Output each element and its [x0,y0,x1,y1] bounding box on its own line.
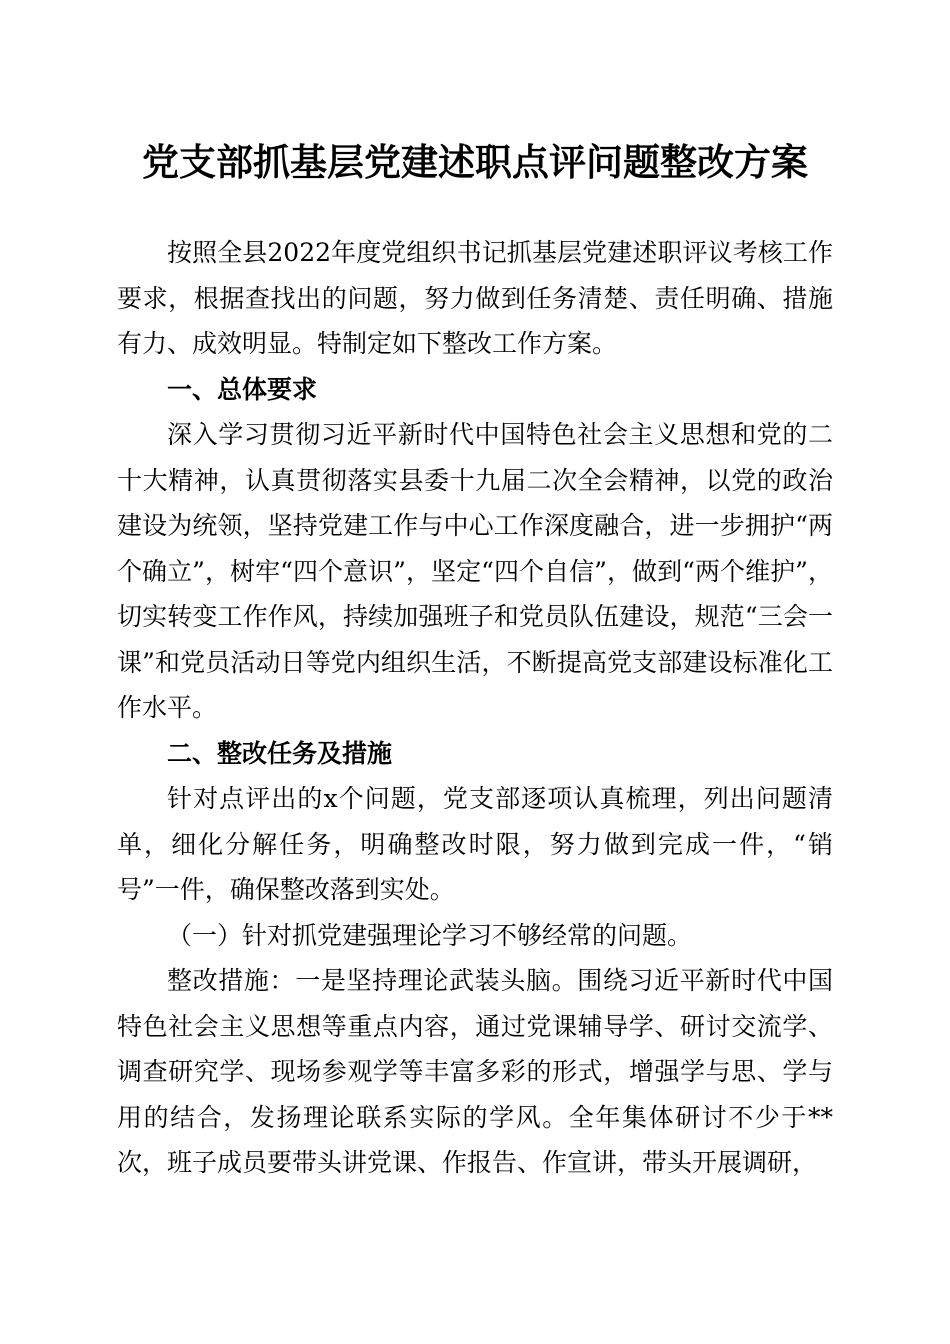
subsection-heading-theory-study: （一）针对抓党建强理论学习不够经常的问题。 [167,920,693,950]
tasks-intro-paragraph: 针对点评出的x个问题，党支部逐项认真梳理，列出问题清单，细化分解任务，明确整改时限，努力做到完成一件，“销号”一件，确保整改落到实处。 [117,784,833,904]
section-heading-tasks-and-measures: 二、整改任务及措施 [167,738,393,768]
general-requirements-paragraph: 深入学习贯彻习近平新时代中国特色社会主义思想和党的二十大精神，认真贯彻落实县委十九届二次全会精神，以党的政治建设为统领，坚持党建工作与中心工作深度融合，进一步拥护“两个确立”，树牢“四个意识”，坚定“四个自信”，做到“两个维护”，切实转变工作作风，持续加强班子和党员队伍建设，规范“三会一课”和党员活动日等党内组织生活，不断提高党支部建设标准化工作水平。 [117,420,833,722]
measures-paragraph: 整改措施：一是坚持理论武装头脑。围绕习近平新时代中国特色社会主义思想等重点内容，通过党课辅导学、研讨交流学、调查研究学、现场参观学等丰富多彩的形式，增强学与思、学与用的结合，发扬理论联系实际的学风。全年集体研讨不少于**次，班子成员要带头讲党课、作报告、作宣讲，带头开展调研， [117,966,833,1177]
document-title: 党支部抓基层党建述职点评问题整改方案 [142,140,808,184]
intro-paragraph: 按照全县2022年度党组织书记抓基层党建述职评议考核工作要求，根据查找出的问题，努力做到任务清楚、责任明确、措施有力、成效明显。特制定如下整改工作方案。 [117,238,833,358]
section-heading-general-requirements: 一、总体要求 [167,374,318,404]
document-body [117,230,833,1186]
